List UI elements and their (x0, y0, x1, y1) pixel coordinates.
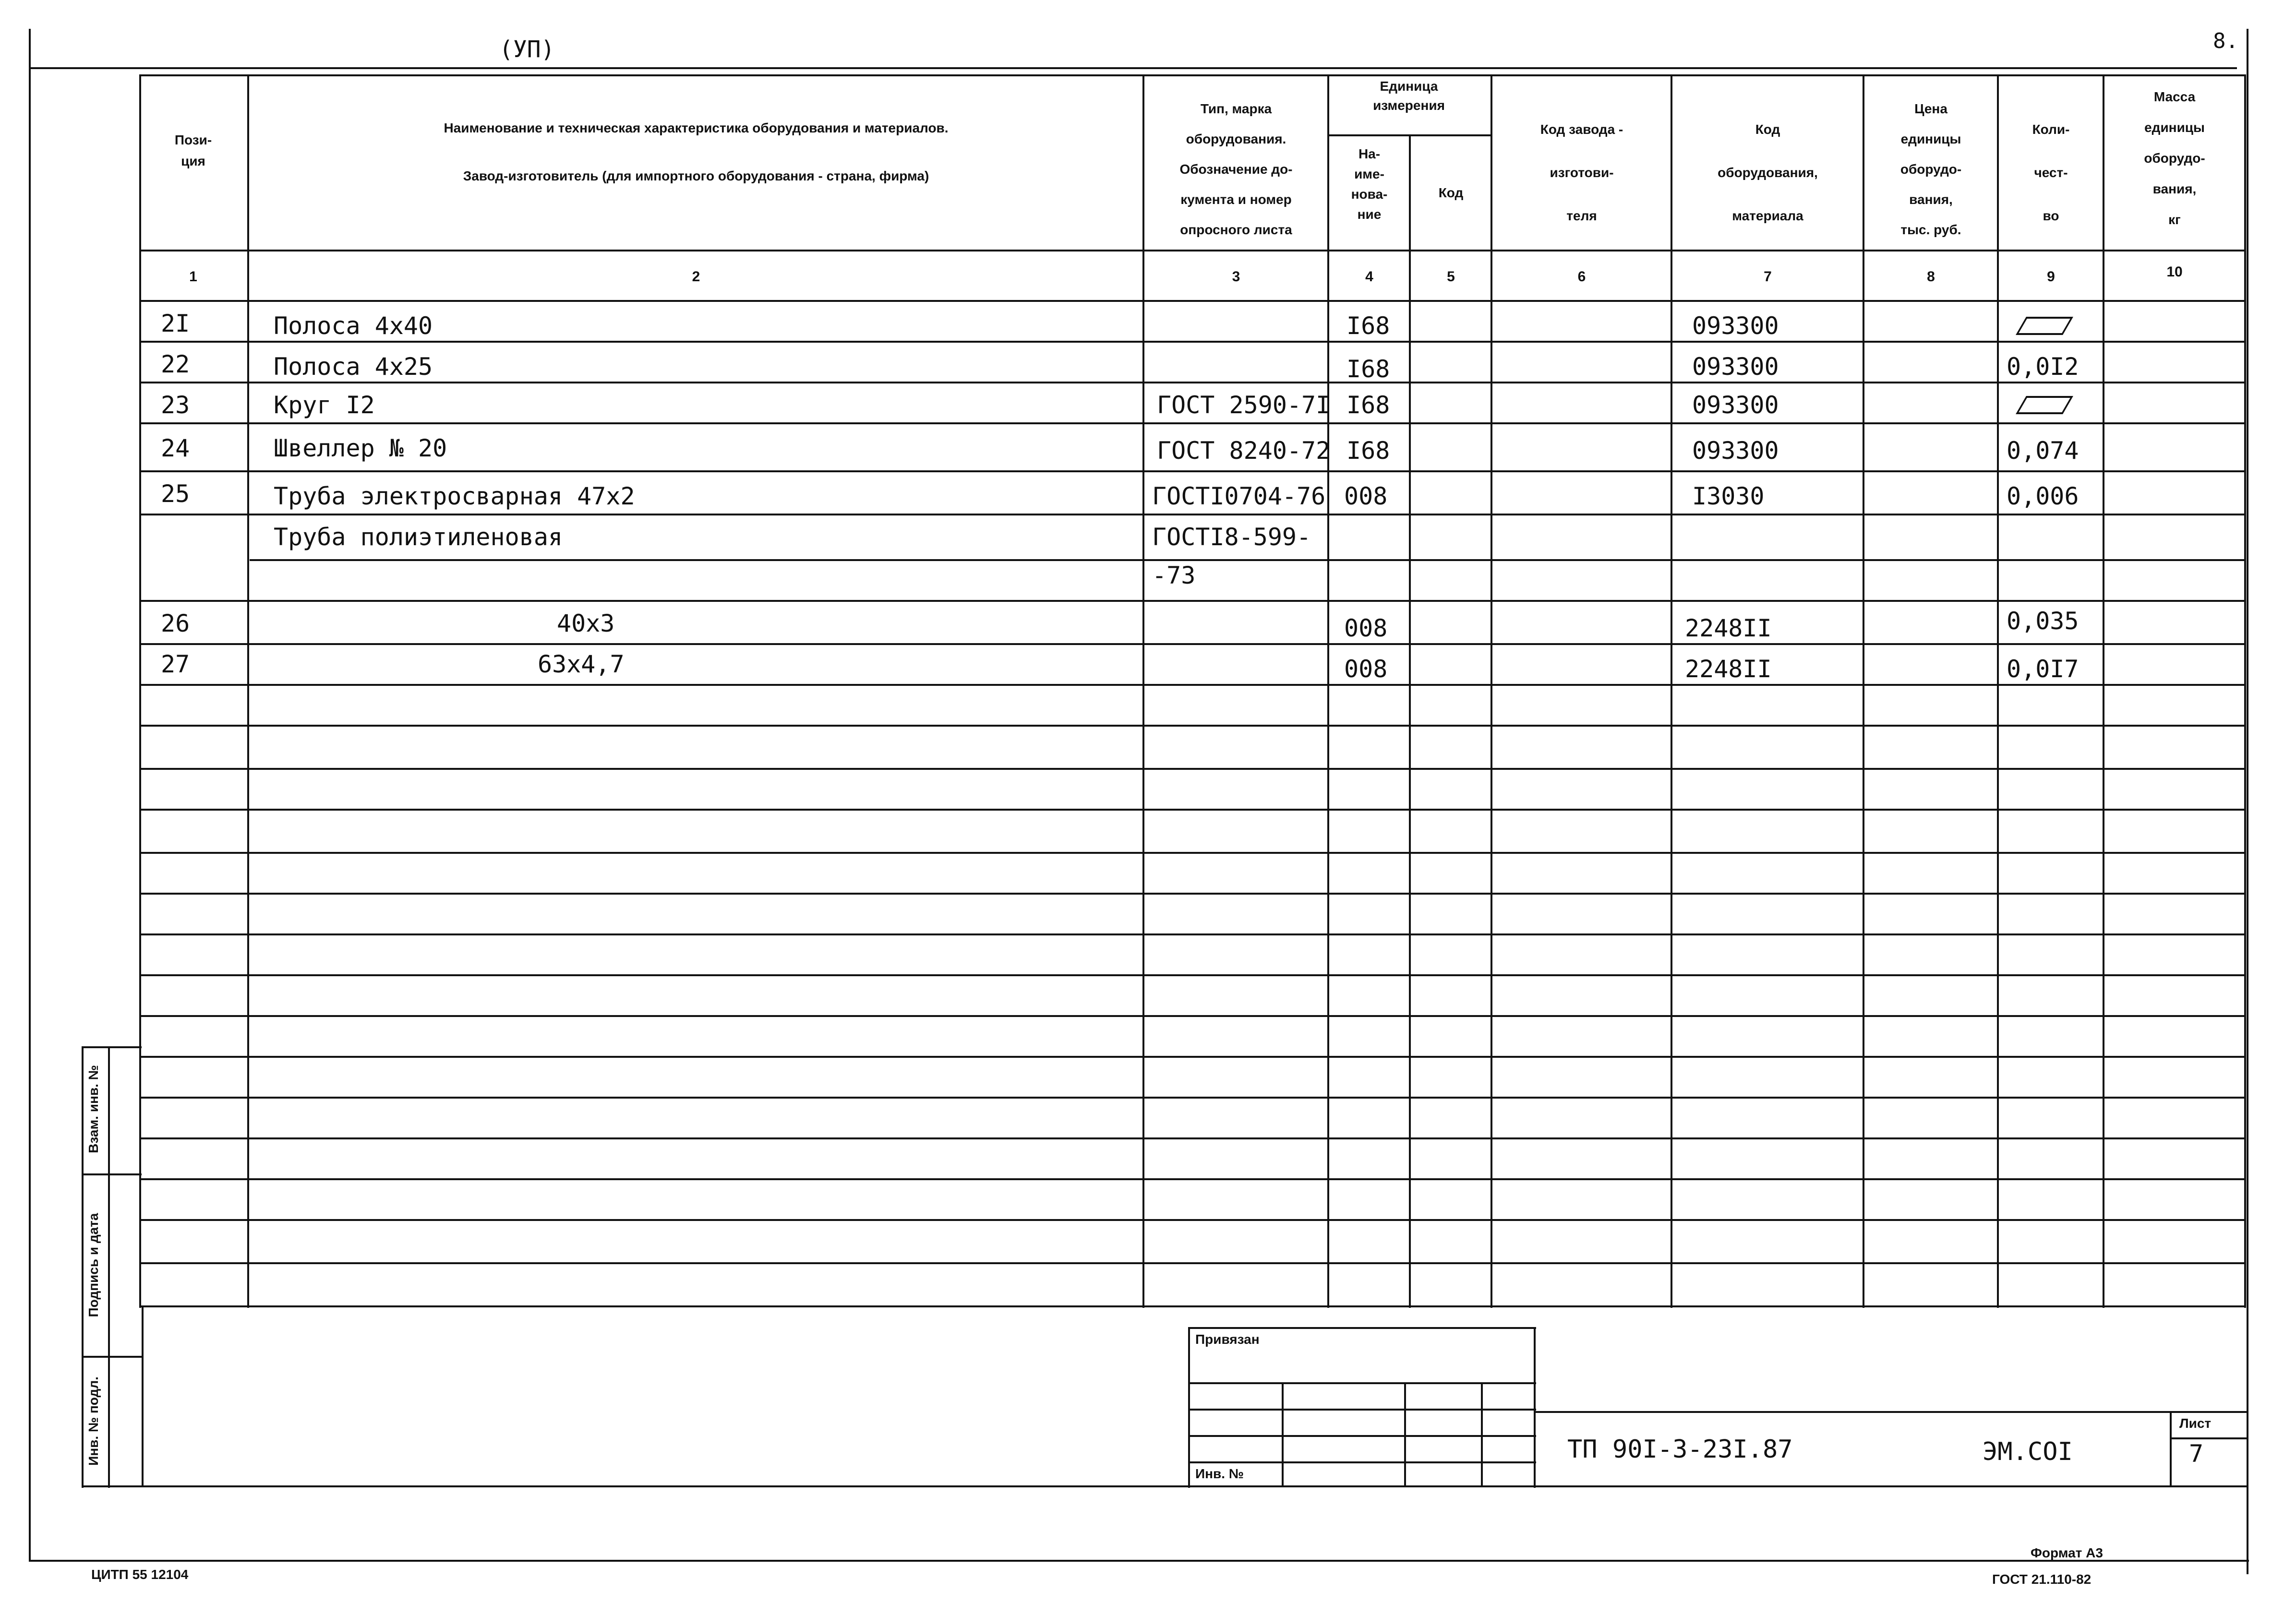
col-number-8: 8 (1927, 269, 1935, 285)
row-8-name: 40х3 (557, 610, 615, 637)
frame-right-line (2247, 29, 2248, 1574)
row-9-unit: 008 (1344, 655, 1388, 683)
stamp-designation: ТП 90I-3-23I.87 (1567, 1435, 1793, 1464)
row-9-position: 27 (161, 650, 190, 678)
col-number-4: 4 (1365, 269, 1373, 285)
footer-format: Формат А3 (2031, 1545, 2103, 1560)
row-8-position: 26 (161, 610, 190, 637)
row-5-unit: 008 (1344, 482, 1388, 510)
header-type: Тип, марка оборудования. Обозначение до- кумента и номер опросного листа (1179, 101, 1293, 237)
frame-bottom-line (29, 1560, 2249, 1562)
footer-left: ЦИТП 55 12104 (91, 1567, 189, 1582)
header-mass: Масса единицы оборудо- вания, кг (2144, 89, 2205, 227)
row-4-name: Швеллер № 20 (274, 434, 447, 462)
row-9-code: 2248II (1685, 655, 1772, 683)
col-number-2: 2 (692, 269, 700, 285)
header-position: Пози- ция (174, 132, 212, 168)
row-1-qty-mark (2016, 317, 2073, 335)
row-1-unit: I68 (1346, 312, 1390, 340)
row-4-position: 24 (161, 434, 190, 462)
col-number-1: 1 (189, 269, 197, 285)
row-5-document: ГОСТI0704-76 (1152, 482, 1326, 510)
row-2-name: Полоса 4х25 (274, 353, 433, 381)
row-8-code: 2248II (1685, 614, 1772, 642)
row-5-position: 25 (161, 480, 190, 508)
col-number-7: 7 (1764, 269, 1772, 285)
header-manufacturer-code: Код завода - изготови- теля (1540, 122, 1623, 223)
row-3-document: ГОСТ 2590-7I (1157, 391, 1331, 419)
row-2-unit: I68 (1346, 355, 1390, 383)
header-equipment-code: Код оборудования, материала (1718, 122, 1818, 223)
col-number-5: 5 (1447, 269, 1455, 285)
row-8-qty: 0,035 (2007, 607, 2079, 635)
row-2-qty: 0,0I2 (2007, 353, 2079, 381)
col-number-9: 9 (2047, 269, 2055, 285)
col-number-6: 6 (1577, 269, 1586, 285)
frame-top-line (29, 67, 2237, 69)
stamp-list-label: Лист (2179, 1416, 2212, 1431)
row-4-code: 093300 (1692, 437, 1779, 465)
stamp-sheet-code: ЭМ.СОI (1983, 1437, 2073, 1466)
frame-left-line (29, 29, 31, 1560)
header-name-line2: Завод-изготовитель (для импортного оборудования - страна, фирма) (463, 168, 929, 183)
row-5-code: I3030 (1692, 482, 1765, 510)
row-9-name: 63х4,7 (538, 650, 625, 678)
side-stamp-mid-line (108, 1046, 110, 1488)
header-quantity: Коли- чест- во (2032, 122, 2070, 223)
row-4-qty: 0,074 (2007, 437, 2079, 465)
header-name-line1: Наименование и техническая характеристика оборудования и материалов. (444, 120, 949, 135)
row-6-name: Труба полиэтиленовая (274, 523, 563, 551)
side-stamp-left-line (82, 1046, 84, 1488)
side-label-podpis: Подпись и дата (86, 1213, 101, 1317)
header-unit: Единица измерения (1373, 79, 1445, 113)
col-number-10: 10 (2166, 264, 2183, 280)
corner-mark: 8. (2213, 29, 2238, 53)
row-3-qty-mark (2016, 396, 2073, 414)
side-label-inv: Инв. № подл. (86, 1376, 101, 1466)
row-5-qty: 0,006 (2007, 482, 2079, 510)
row-6-document: ГОСТI8-599- (1152, 523, 1311, 551)
stamp-privyazan-label: Привязан (1195, 1332, 1260, 1347)
col-number-3: 3 (1232, 269, 1240, 285)
row-3-unit: I68 (1346, 391, 1390, 419)
stamp-inv-label: Инв. № (1195, 1466, 1244, 1481)
row-1-position: 2I (161, 310, 190, 337)
top-mark: (УП) (499, 36, 555, 63)
row-9-qty: 0,0I7 (2007, 655, 2079, 683)
row-5-name: Труба электросварная 47х2 (274, 482, 635, 510)
row-1-name: Полоса 4х40 (274, 312, 433, 340)
row-8-unit: 008 (1344, 614, 1388, 642)
row-3-code: 093300 (1692, 391, 1779, 419)
header-price: Цена единицы оборудо- вания, тыс. руб. (1900, 101, 1962, 237)
side-label-vzam: Взам. инв. № (86, 1065, 101, 1153)
row-1-code: 093300 (1692, 312, 1779, 340)
row-2-position: 22 (161, 350, 190, 378)
row-3-position: 23 (161, 391, 190, 419)
row-7-document: -73 (1152, 562, 1196, 589)
footer-gost: ГОСТ 21.110-82 (1992, 1572, 2092, 1587)
row-2-code: 093300 (1692, 353, 1779, 381)
header-unit-name: На- име- нова- ние (1351, 146, 1388, 222)
row-4-unit: I68 (1346, 437, 1390, 465)
stamp-list-number: 7 (2189, 1440, 2204, 1468)
header-unit-code: Код (1438, 185, 1464, 200)
row-3-name: Круг I2 (274, 391, 375, 419)
row-4-document: ГОСТ 8240-72 (1157, 437, 1331, 465)
stamp-bottom-line (142, 1485, 2247, 1487)
